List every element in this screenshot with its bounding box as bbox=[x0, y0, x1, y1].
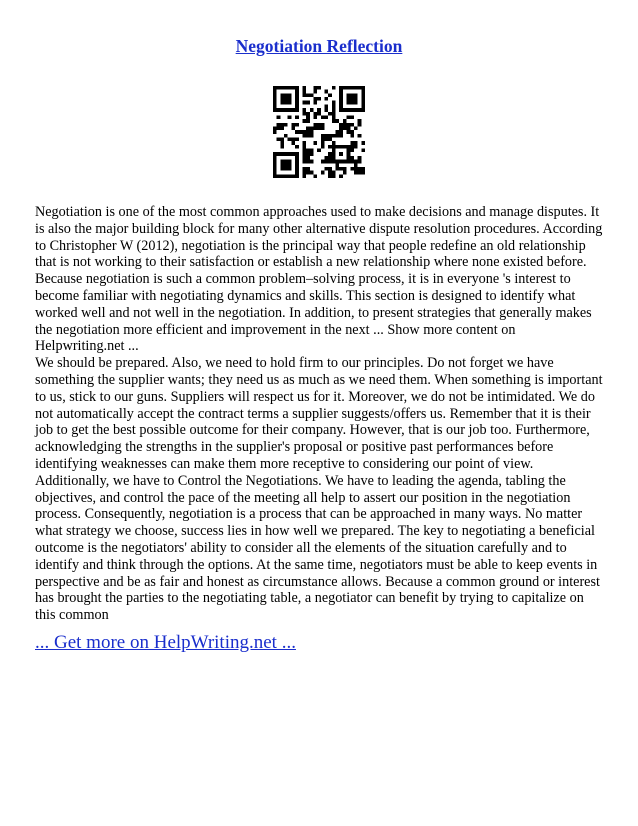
get-more-link[interactable]: ... Get more on HelpWriting.net ... bbox=[35, 632, 296, 653]
document-title-link[interactable]: Negotiation Reflection bbox=[235, 36, 403, 56]
qr-code-icon bbox=[273, 86, 365, 178]
body-text bbox=[35, 204, 603, 624]
paragraph-strategies: We should be prepared. Also, we need to hold firm to our principles. Do not forget we have something the supplier wants; they need us as much as we need them. When something is important to us, stick to our guns. Suppliers will respect us for it. Moreover, we do not be intimidated. We do not automatically accept the contract terms a supplier suggests/offers us. Remember that it is their job to get the best possible outcome for their company. However, that is our job too. Furthermore, acknowledging the strengths in the supplier's proposal or positive past performances before identifying weaknesses can make them more receptive to considering our point of view. Additionally, we have to Control the Negotiations. We have to leading the agenda, tabling the objectives, and control the pace of the meeting all help to assert our position in the negotiation process. Consequently, negotiation is a process that can be approached in many ways. No matter what strategy we choose, success lies in how well we prepared. The key to negotiating a beneficial outcome is the negotiators' ability to consider all the elements of the situation carefully and to identify and think through the options. At the same time, negotiators must be able to keep events in perspective and be as fair and honest as circumstance allows. Because a common ground or interest has brought the parties to the negotiating table, a negotiator can benefit by trying to capitalize on this common bbox=[35, 355, 603, 624]
paragraph-intro: Negotiation is one of the most common approaches used to make decisions and manage disputes. It is also the major building block for many other alternative dispute resolution procedures. According to Christopher W (2012), negotiation is the principal way that people redefine an old relationship that is not working to their satisfaction or establish a new relationship where none existed before. Because negotiation is such a common problem–solving process, it is in everyone 's interest to become familiar with negotiating dynamics and skills. This section is designed to identify what worked well and not well in the negotiation. In addition, to present strategies that generally makes the negotiation more efficient and improvement in the next ... Show more content on Helpwriting.net ... bbox=[35, 204, 603, 355]
